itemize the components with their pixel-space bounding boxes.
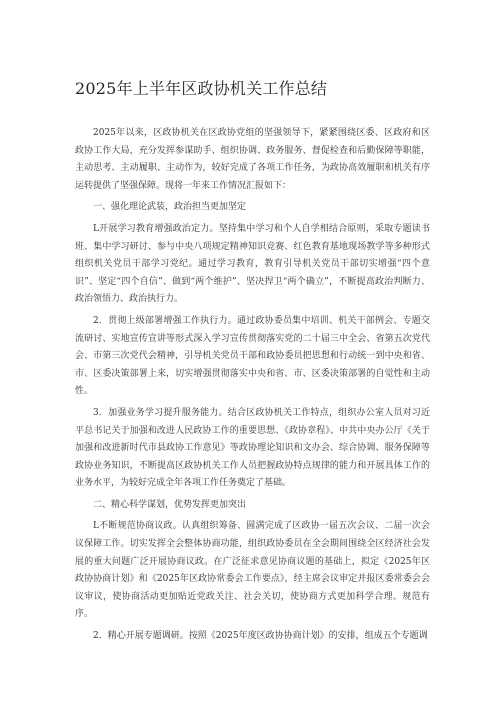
document-body <box>75 125 430 646</box>
paragraph-1-1: L开展学习教育增强政治定力。坚持集中学习和个人自学相结合原则，采取专题读书班、集中学习研讨、参与中央八项规定精神知识竞赛、红色教育基地现场教学等多种形式组织机关党员干部学习党纪。通过学习教育，教育引导机关党员干部切实增强“四个意识”、坚定“四个自信”、做到“两个维护”、坚决捍卫“两个确立”，不断提高政治判断力、政治领悟力、政治执行力。 <box>75 223 430 305</box>
document-title: 2025年上半年区政协机关工作总结 <box>75 79 328 98</box>
paragraph-2-1: L不断规范协商议政。认真组织筹备、圆满完成了区政协一届五次会议、二届一次会议保障工作。切实发挥全会整体协商功能，组织政协委员在全会期间围绕全区经济社会发展的重大问题广泛开展协商议政。在广泛征求意见协商议题的基础上，拟定《2025年区政协协商计划》和《2025年区政协常委会工作要点》，经主席会议审定并报区委常委会会议审议，使协商活动更加贴近党政关注、社会关切，使协商方式更加科学合理、规范有序。 <box>75 521 430 620</box>
section-heading-2: 二、精心科学谋划，优势发挥更加突出 <box>93 499 247 510</box>
paragraph-1-2: 2．贯彻上级部署增强工作执行力。通过政协委员集中培训、机关干部例会、专题交流研讨、实地宣传宣讲等形式深入学习宣传贯彻落实党的二十届三中全会、省第五次党代会、市第三次党代会精神，引导机关党员干部和政协委员把思想和行动统一到中央和省、市、区委决策部署上来，切实增强贯彻落实中央和省、市、区委决策部署的自觉性和主动性。 <box>75 315 430 397</box>
section-heading-1: 一、强化理论武装，政治担当更加坚定 <box>93 202 247 213</box>
paragraph-2-2: 2．精心开展专题调研。按照《2025年度区政协协商计划》的安排，组成五个专题调 <box>93 631 428 642</box>
paragraph-1-3: 3．加强业务学习提升服务能力。结合区政协机关工作特点，组织办公室人员对习近平总书记关于加强和改进人民政协工作的重要思想、《政协章程》、中共中央办公厅《关于加强和改进新时代市县政协工作意见》等政协理论知识和文办会、综合协调、服务保障等政协业务知识，不断提高区政协机关工作人员把握政协特点规律的能力和开展具体工作的业务水平，为较好完成全年各项工作任务奠定了基础。 <box>75 407 430 489</box>
paragraph-intro: 2025年以来，区政协机关在区政协党组的坚强领导下，紧紧围绕区委、区政府和区政协工作大局，充分发挥参谋助手、组织协调、政务服务、督促检查和后勤保障等职能，主动思考、主动履职、主动作为，较好完成了各项工作任务，为政协高效履职和机关有序运转提供了坚强保障。现将一年来工作情况汇报如下： <box>75 128 430 191</box>
